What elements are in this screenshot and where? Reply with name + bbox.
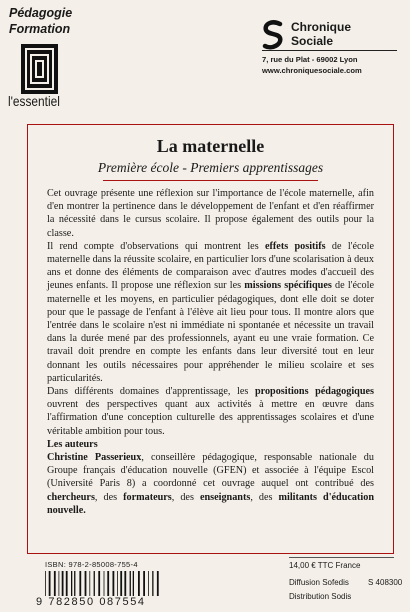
paragraph-intro: Cet ouvrage présente une réflexion sur l'importance de l'école maternelle, afin d'en montrer la pertinence dans le développement de l'enfant et d'en réaffirmer la nécessité dans le cursus scolaire. Il propose également des outils pour la classe.	[47, 188, 374, 239]
publisher-address: 7, rue du Plat - 69002 Lyon www.chroniquesociale.com	[262, 54, 402, 76]
isbn-label: ISBN: 978-2-85008-755-4	[45, 560, 138, 569]
publisher-website: www.chroniquesociale.com	[262, 66, 362, 75]
price-divider	[289, 557, 394, 558]
price-label: 14,00 € TTC France	[289, 561, 361, 570]
series-name: l'essentiel	[8, 93, 60, 109]
series-line-2: Formation	[9, 22, 71, 36]
series-line-1: Pédagogie	[9, 6, 73, 20]
series-logo-icon	[21, 44, 58, 94]
title-divider	[103, 180, 318, 181]
description-text	[47, 187, 374, 517]
publisher-name: Chronique Sociale	[291, 20, 351, 48]
paragraph-effects: Il rend compte d'observations qui montrent les effets positifs de l'école maternelle dans la réussite scolaire, en particulier lors d'une scolarisation à deux ans et donne des éléments de comparaison avec d'autres modes d'accueil des jeunes enfants. Il propose une réflexion sur les missions spécifiques de l'école maternelle et les moyens, en particulier pédagogiques, dont elle doit se doter pour que le passage de l'enfant à l'élève ait lieu pour tous. Il montre alors que l'entrée dans le scolaire n'est ni immédiate ni spontanée et nécessite un travail dans la durée mené par des professionnels, ayant eu une vraie formation. Ce travail doit prendre en compte les enfants dans leur diversité tout en leur donnant les outils nécessaires pour appréhender le milieu scolaire et ses particularités.	[47, 240, 374, 384]
diffusion-label: Diffusion Sofedis	[289, 578, 349, 587]
barcode-digits: 9 782850 087554	[36, 596, 196, 608]
book-title: La maternelle	[156, 136, 265, 156]
publisher-divider	[262, 50, 397, 51]
publisher-logo-icon	[262, 20, 284, 50]
authors-heading: Les auteurs	[47, 438, 98, 450]
distribution-label: Distribution Sodis	[289, 592, 352, 601]
distribution-code: S 408300	[368, 578, 403, 587]
paragraph-authors: Christine Passerieux, conseillère pédagogique, responsable nationale du Groupe français d'éducation nouvelle (GFEN) et associée à l'équipe Escol (Université Paris 8) a coordonné cet ouvrage auquel ont contribué des chercheurs, des formateurs, des enseignants, des militants d'éducation nouvelle.	[47, 452, 374, 516]
book-subtitle: Première école - Premiers apprentissages	[97, 160, 324, 175]
series-label	[9, 5, 72, 37]
paragraph-proposals: Dans différents domaines d'apprentissage, les propositions pédagogiques ouvrent des perspectives quant aux activités à mettre en œuvre dans l'affirmation d'une conception culturelle des apprentissages scolaires et d'une véritable ambition pour tous.	[47, 386, 374, 437]
